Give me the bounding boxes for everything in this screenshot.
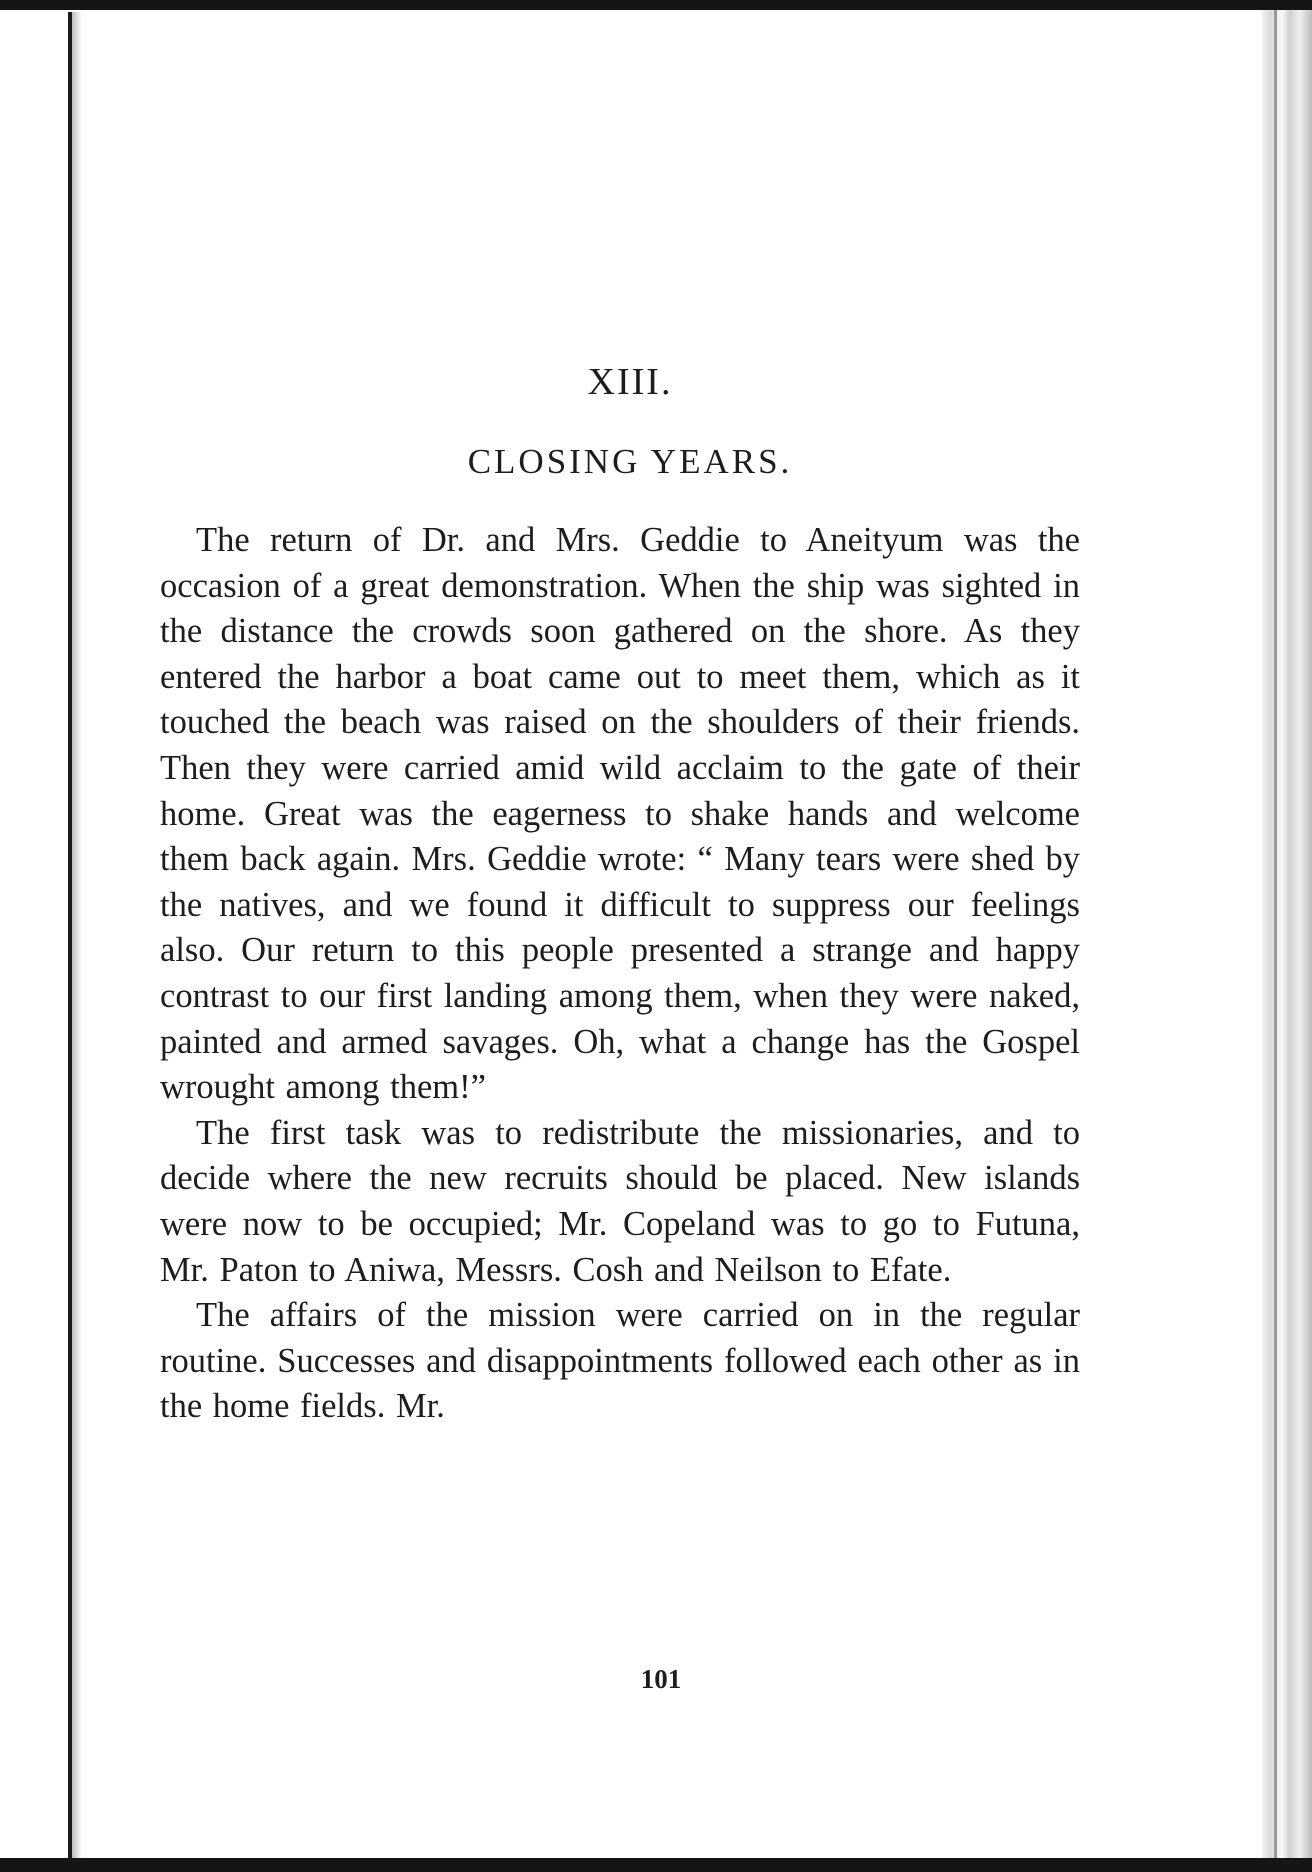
page-stack-edge: [1262, 10, 1312, 1858]
page-stack-line: [1274, 10, 1277, 1858]
paragraph: The return of Dr. and Mrs. Geddie to Aneityum was the occasion of a great demonstration. When the ship was sighted in the distance the crowds soon gathered on the shore. As they entered the harbor a boat came out to meet them, which as it touched the beach was raised on the shoulders of their friends. Then they were carried amid wild acclaim to the gate of their home. Great was the eagerness to shake hands and welcome them back again. Mrs. Geddie wrote: “ Many tears were shed by the natives, and we found it difficult to suppress our feelings also. Our return to this people presented a strange and happy contrast to our first landing among them, when they were naked, painted and armed savages. Oh, what a change has the Gospel wrought among them!”: [160, 521, 1080, 1107]
page-number: 101: [640, 1664, 682, 1694]
chapter-number: XIII.: [587, 361, 673, 403]
scan-bottom-border: [0, 1858, 1312, 1872]
scan-top-border: [0, 0, 1312, 10]
paragraph: The affairs of the mission were carried on in the regular routine. Successes and disappointments followed each other as in the home fields. Mr.: [160, 1296, 1080, 1426]
binding-shadow: [72, 12, 82, 1858]
paragraph: The first task was to redistribute the missionaries, and to decide where the new recruits should be placed. New islands were now to be occupied; Mr. Copeland was to go to Futuna, Mr. Paton to Aniwa, Messrs. Cosh and Neilson to Efate.: [160, 1113, 1080, 1289]
chapter-title: CLOSING YEARS.: [467, 442, 793, 481]
page-text-block: [160, 360, 1080, 1430]
